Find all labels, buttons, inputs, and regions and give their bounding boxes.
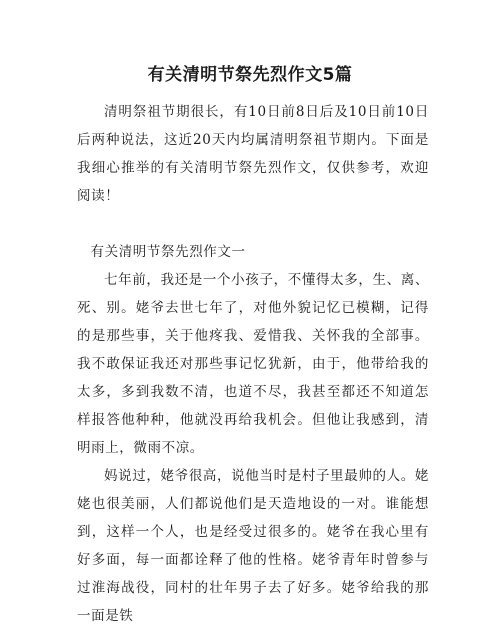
section-heading: 有关清明节祭先烈作文一	[90, 244, 246, 260]
intro-paragraph: 清明祭祖节期很长，有10日前8日后及10日前10日后两种说法，这近20天内均属清明祭祖节期内。下面是我细心推举的有关清明节祭先烈作文，仅供参考，欢迎阅读！	[77, 104, 429, 204]
document-title: 有关清明节祭先烈作文5篇	[147, 65, 353, 85]
body-paragraph-1: 七年前，我还是一个小孩子，不懂得太多，生、离、死、别。姥爷去世七年了，对他外貌记忆已模糊，记得的是那些事，关于他疼我、爱惜我、关怀我的全部事。我不敢保证我还对那些事记忆犹新，由于，他带给我的太多，多到我数不清，也道不尽，我甚至都还不知道怎样报答他种种，他就没再给我机会。但他让我感到，清明雨上，微雨不凉。	[77, 272, 429, 456]
paragraph-spacer	[77, 210, 429, 238]
body-paragraph-2: 妈说过，姥爷很高，说他当时是村子里最帅的人。姥姥也很美丽，人们都说他们是天造地设的一对。谁能想到，这样一个人，也是经受过很多的。姥爷在我心里有好多面，每一面都诠释了他的性格。姥爷青年时曾参与过淮海战役，同村的壮年男子去了好多。姥爷给我的那一面是铁	[77, 468, 429, 624]
document-body	[77, 98, 429, 630]
